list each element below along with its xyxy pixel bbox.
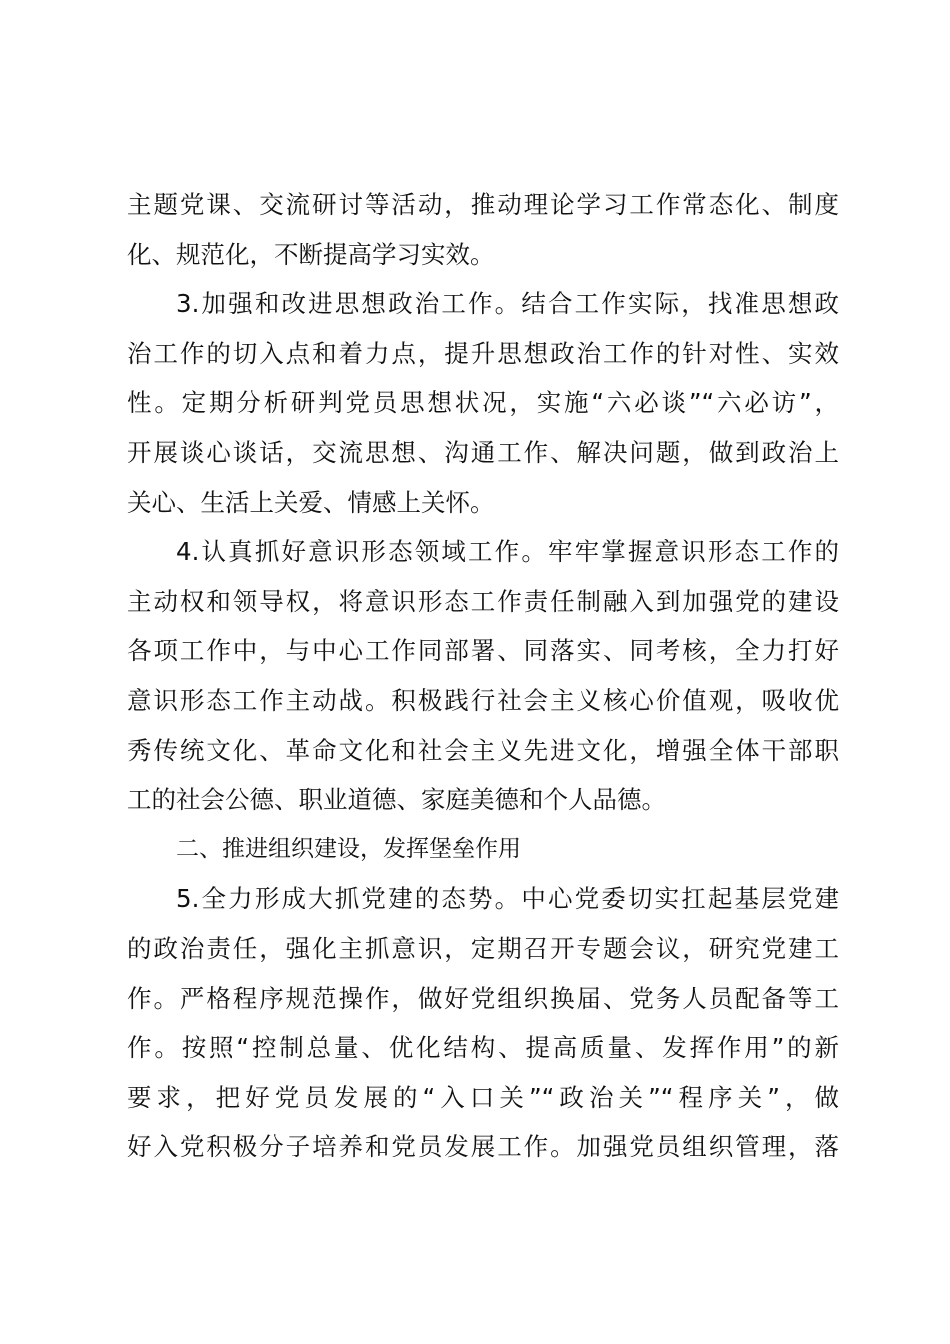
document-body [127,180,839,1172]
text-line: 各项工作中，与中心工作同部署、同落实、同考核，全力打好 [127,636,839,666]
text-line: 作。严格程序规范操作，做好党组织换届、党务人员配备等工 [127,983,839,1013]
text-line: 要求，把好党员发展的“入口关”“政治关”“程序关”，做 [127,1082,839,1112]
text-line: 3.加强和改进思想政治工作。结合工作实际，找准思想政 [176,289,839,319]
text-line: 工的社会公德、职业道德、家庭美德和个人品德。 [127,785,666,815]
text-line: 意识形态工作主动战。积极践行社会主义核心价值观，吸收优 [127,685,839,715]
text-line: 治工作的切入点和着力点，提升思想政治工作的针对性、实效 [127,338,839,368]
text-line: 主动权和领导权，将意识形态工作责任制融入到加强党的建设 [127,586,839,616]
text-line: 4.认真抓好意识形态领域工作。牢牢掌握意识形态工作的 [176,537,839,567]
paragraph-4 [127,874,839,1172]
section-heading-text: 二、推进组织建设，发挥堡垒作用 [176,835,521,862]
text-line: 的政治责任，强化主抓意识，定期召开专题会议，研究党建工 [127,933,839,963]
paragraph-2 [127,279,839,527]
text-line: 好入党积极分子培养和党员发展工作。加强党员组织管理，落 [127,1132,839,1162]
paragraph-1 [127,180,839,279]
text-line: 关心、生活上关爱、情感上关怀。 [127,487,495,517]
section-heading [127,825,839,875]
text-line: 开展谈心谈话，交流思想、沟通工作、解决问题，做到政治上 [127,437,839,467]
text-line: 化、规范化，不断提高学习实效。 [127,239,495,269]
text-line: 性。定期分析研判党员思想状况，实施“六必谈”“六必访”， [127,388,839,418]
paragraph-3 [127,527,839,825]
text-line: 5.全力形成大抓党建的态势。中心党委切实扛起基层党建 [176,884,839,914]
text-line: 作。按照“控制总量、优化结构、提高质量、发挥作用”的新 [127,1033,839,1063]
text-line: 秀传统文化、革命文化和社会主义先进文化，增强全体干部职 [127,735,839,765]
text-line: 主题党课、交流研讨等活动，推动理论学习工作常态化、制度 [127,190,839,219]
